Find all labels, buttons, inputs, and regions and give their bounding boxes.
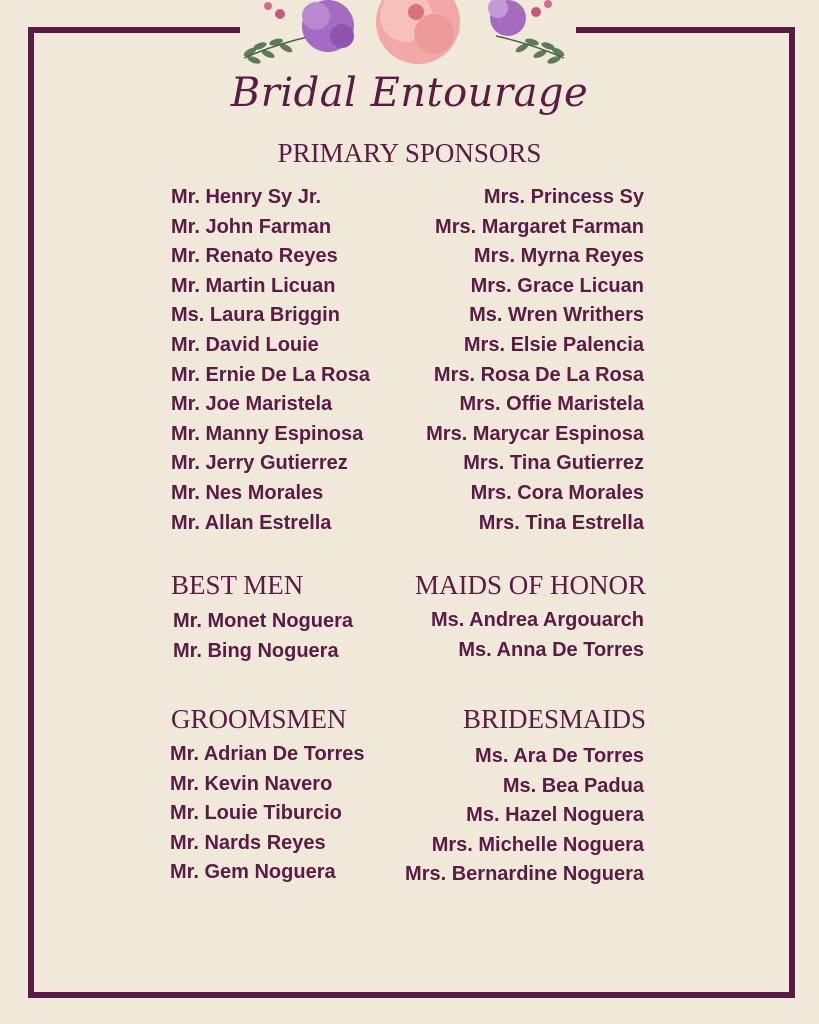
list-item: Ms. Wren Writhers <box>469 304 644 327</box>
maids-of-honor-list <box>431 606 644 665</box>
bridesmaids-heading: BRIDESMAIDS <box>462 704 646 734</box>
floral-bouquet-icon <box>236 0 572 76</box>
groomsmen-heading: GROOMSMEN <box>171 704 347 734</box>
list-item: Ms. Andrea Argouarch <box>431 609 644 631</box>
list-item: Mrs. Margaret Farman <box>435 215 644 238</box>
list-item: Mrs. Bernardine Noguera <box>405 863 644 886</box>
list-item: Mr. Kevin Navero <box>170 772 333 795</box>
best-men-list <box>173 607 353 666</box>
list-item: Mr. Jerry Gutierrez <box>171 452 348 475</box>
list-item: Ms. Hazel Noguera <box>466 804 644 827</box>
page-title: Bridal Entourage <box>230 70 589 116</box>
list-item: Ms. Laura Briggin <box>171 304 340 327</box>
list-item: Mr. Martin Licuan <box>171 274 336 297</box>
list-item: Mr. Nards Reyes <box>170 831 326 854</box>
list-item: Ms. Anna De Torres <box>458 638 644 661</box>
list-item: Mr. Joe Maristela <box>171 393 333 416</box>
list-item: Mr. Adrian De Torres <box>170 743 365 765</box>
list-item: Mr. Bing Noguera <box>173 639 339 662</box>
list-item: Mrs. Myrna Reyes <box>473 245 644 268</box>
list-item: Mrs. Grace Licuan <box>470 274 644 297</box>
list-item: Mr. David Louie <box>171 333 319 356</box>
list-item: Mr. Henry Sy Jr. <box>171 186 322 208</box>
groomsmen-list <box>170 740 365 888</box>
primary-sponsors-heading: PRIMARY SPONSORS <box>277 138 542 168</box>
list-item: Mr. Nes Morales <box>171 481 324 504</box>
list-item: Mrs. Michelle Noguera <box>431 833 644 856</box>
list-item: Mr. Monet Noguera <box>173 610 354 632</box>
list-item: Mrs. Offie Maristela <box>459 393 644 416</box>
list-item: Mrs. Marycar Espinosa <box>426 422 644 445</box>
list-item: Mrs. Tina Estrella <box>478 511 644 534</box>
list-item: Mr. Manny Espinosa <box>171 422 364 445</box>
list-item: Mr. Gem Noguera <box>170 861 336 884</box>
list-item: Mr. Renato Reyes <box>171 245 338 268</box>
list-item: Mrs. Elsie Palencia <box>463 333 644 356</box>
list-item: Mr. Louie Tiburcio <box>170 802 342 825</box>
list-item: Mrs. Princess Sy <box>483 186 644 208</box>
list-item: Mrs. Cora Morales <box>470 481 644 504</box>
list-item: Ms. Bea Padua <box>502 774 644 797</box>
list-item: Mrs. Tina Gutierrez <box>463 452 644 475</box>
best-men-heading: BEST MEN <box>171 570 304 600</box>
bridesmaids-list <box>405 742 644 890</box>
list-item: Mrs. Rosa De La Rosa <box>433 363 644 386</box>
list-item: Ms. Ara De Torres <box>475 745 644 767</box>
list-item: Mr. Allan Estrella <box>171 511 332 534</box>
primary-sponsors-men-list <box>171 183 370 538</box>
list-item: Mr. John Farman <box>171 215 332 238</box>
list-item: Mr. Ernie De La Rosa <box>171 363 370 386</box>
primary-sponsors-women-list <box>426 183 644 538</box>
maids-of-honor-heading: MAIDS OF HONOR <box>414 570 646 600</box>
